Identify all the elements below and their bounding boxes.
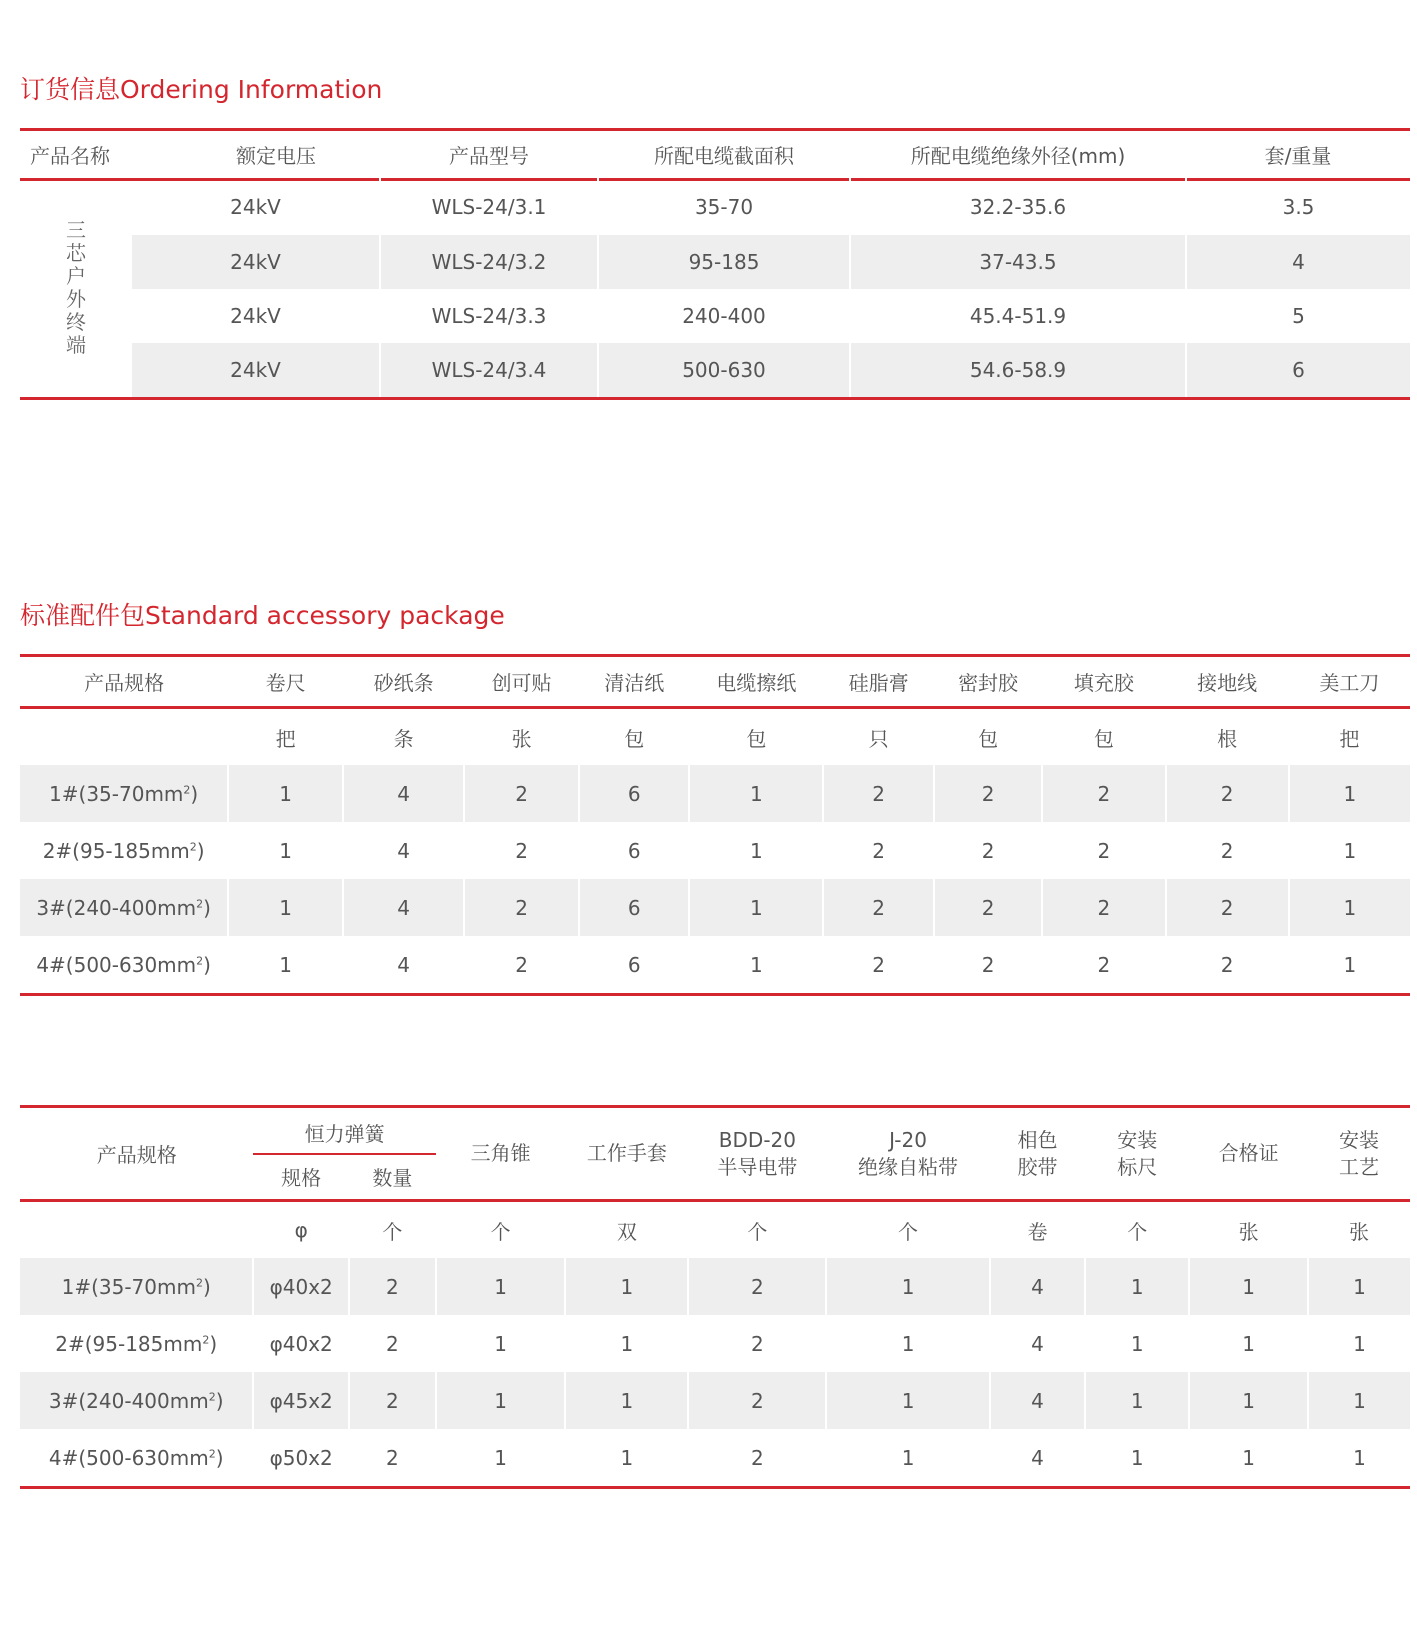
weight-cell: 6 xyxy=(1186,343,1410,399)
model-cell: WLS-24/3.3 xyxy=(380,289,598,343)
value-cell: 2 xyxy=(1166,879,1289,936)
value-cell: 2 xyxy=(349,1372,436,1429)
unit-cell: 个 xyxy=(1127,1219,1148,1244)
value-cell: 1 xyxy=(436,1315,565,1372)
spec-cell: $1\#(35-70mm^2)$ xyxy=(20,1258,253,1315)
value-cell: 1 xyxy=(228,765,343,822)
spec-cell: $3\#(240-400mm^2)$ xyxy=(20,879,228,936)
value-cell: 6 xyxy=(579,822,690,879)
value-cell: 2 xyxy=(934,936,1042,995)
value-cell: 2 xyxy=(1166,765,1289,822)
value-cell: 2 xyxy=(1042,936,1165,995)
product-name-cell xyxy=(20,178,132,399)
table-row xyxy=(20,936,1410,995)
header-silicone-grease: 硅脂膏 xyxy=(823,656,934,708)
value-cell: 1 xyxy=(228,936,343,995)
diameter-cell: 37-43.5 xyxy=(850,235,1186,289)
value-cell: 1 xyxy=(565,1372,688,1429)
unit-cell: 包 xyxy=(1093,726,1114,751)
diameter-cell: 32.2-35.6 xyxy=(850,178,1186,235)
value-cell: 4 xyxy=(990,1429,1085,1488)
value-cell: 1 xyxy=(565,1429,688,1488)
value-cell: 2 xyxy=(1166,936,1289,995)
header-phase-tape: 相色 胶带 xyxy=(990,1107,1085,1201)
value-cell: 2 xyxy=(934,879,1042,936)
header-spring: 恒力弹簧 xyxy=(253,1107,435,1154)
value-cell: 1 xyxy=(565,1315,688,1372)
value-cell: 1 xyxy=(1308,1315,1410,1372)
unit-cell: 卷 xyxy=(1027,1219,1048,1244)
value-cell: φ45x2 xyxy=(253,1372,348,1429)
table-row xyxy=(20,235,1410,289)
unit-cell: 条 xyxy=(393,726,414,751)
value-cell: φ40x2 xyxy=(253,1258,348,1315)
unit-row xyxy=(20,1201,1410,1259)
value-cell: 4 xyxy=(990,1315,1085,1372)
header-model: 产品型号 xyxy=(380,130,598,180)
voltage-cell: 24kV xyxy=(230,194,281,219)
value-cell: 1 xyxy=(1189,1372,1308,1429)
header-spec: 产品规格 xyxy=(20,656,228,708)
ordering-title: 订货信息Ordering Information xyxy=(20,75,383,104)
spec-cell: $4\#(500-630mm^2)$ xyxy=(20,1429,253,1488)
section-cell: 95-185 xyxy=(598,235,850,289)
weight-cell: 3.5 xyxy=(1186,178,1410,235)
value-cell: 2 xyxy=(349,1258,436,1315)
header-cleaning-paper: 清洁纸 xyxy=(579,656,690,708)
table-row xyxy=(20,1315,1410,1372)
value-cell: 1 xyxy=(1085,1258,1189,1315)
value-cell: 6 xyxy=(579,879,690,936)
value-cell: 2 xyxy=(464,765,579,822)
value-cell: 4 xyxy=(343,765,464,822)
spec-cell: $1\#(35-70mm^2)$ xyxy=(20,765,228,822)
diameter-cell: 54.6-58.9 xyxy=(850,343,1186,399)
value-cell: 1 xyxy=(689,765,823,822)
header-cable-section: 所配电缆截面积 xyxy=(598,130,850,180)
unit-cell: 把 xyxy=(275,726,296,751)
value-cell: 1 xyxy=(436,1429,565,1488)
weight-cell: 5 xyxy=(1186,289,1410,343)
value-cell: 2 xyxy=(823,879,934,936)
table-row xyxy=(20,289,1410,343)
value-cell: 2 xyxy=(823,936,934,995)
unit-cell: 个 xyxy=(747,1219,768,1244)
value-cell: 2 xyxy=(688,1315,826,1372)
value-cell: 1 xyxy=(436,1372,565,1429)
model-cell: WLS-24/3.4 xyxy=(380,343,598,399)
value-cell: 4 xyxy=(343,936,464,995)
value-cell: 2 xyxy=(464,822,579,879)
value-cell: 1 xyxy=(436,1258,565,1315)
value-cell: 4 xyxy=(990,1258,1085,1315)
value-cell: 1 xyxy=(1308,1372,1410,1429)
ordering-body xyxy=(20,178,1410,400)
unit-cell: 只 xyxy=(868,726,889,751)
table-row xyxy=(20,765,1410,822)
header-tape-measure: 卷尺 xyxy=(228,656,343,708)
unit-spacer xyxy=(20,708,228,766)
value-cell: 1 xyxy=(1189,1429,1308,1488)
value-cell: 1 xyxy=(1308,1429,1410,1488)
unit-cell: 包 xyxy=(624,726,645,751)
table-row xyxy=(20,822,1410,879)
value-cell: 2 xyxy=(1042,822,1165,879)
header-install-process: 安装 工艺 xyxy=(1308,1107,1410,1201)
unit-row xyxy=(20,708,1410,766)
value-cell: 1 xyxy=(1189,1315,1308,1372)
value-cell: 1 xyxy=(826,1258,989,1315)
header-ground-wire: 接地线 xyxy=(1166,656,1289,708)
header-utility-knife: 美工刀 xyxy=(1289,656,1410,708)
header-product-name: 产品名称 xyxy=(20,130,380,180)
model-cell: WLS-24/3.2 xyxy=(380,235,598,289)
section-cell: 500-630 xyxy=(598,343,850,399)
voltage-cell: 24kV xyxy=(132,343,380,399)
value-cell: 2 xyxy=(349,1315,436,1372)
value-cell: 2 xyxy=(823,765,934,822)
table-row xyxy=(20,343,1410,399)
spec-cell: $4\#(500-630mm^2)$ xyxy=(20,936,228,995)
value-cell: 1 xyxy=(1289,879,1410,936)
value-cell: 2 xyxy=(1166,822,1289,879)
value-cell: 4 xyxy=(343,822,464,879)
value-cell: 2 xyxy=(349,1429,436,1488)
header-insulating-tape: J-20 绝缘自粘带 xyxy=(826,1107,989,1201)
value-cell: 4 xyxy=(990,1372,1085,1429)
model-cell: WLS-24/3.1 xyxy=(380,178,598,235)
header-spring-qty: 数量 xyxy=(349,1154,436,1201)
value-cell: 2 xyxy=(1042,765,1165,822)
standard-title: 标准配件包Standard accessory package xyxy=(20,601,505,630)
unit-cell: 张 xyxy=(1349,1219,1370,1244)
header-install-ruler: 安装 标尺 xyxy=(1085,1107,1189,1201)
unit-cell: 包 xyxy=(746,726,767,751)
value-cell: 1 xyxy=(689,936,823,995)
value-cell: 2 xyxy=(823,822,934,879)
header-certificate: 合格证 xyxy=(1189,1107,1308,1201)
value-cell: 1 xyxy=(826,1372,989,1429)
section-cell: 240-400 xyxy=(598,289,850,343)
spec-cell: $3\#(240-400mm^2)$ xyxy=(20,1372,253,1429)
header-sandpaper: 砂纸条 xyxy=(343,656,464,708)
value-cell: φ50x2 xyxy=(253,1429,348,1488)
value-cell: 6 xyxy=(579,765,690,822)
header-gloves: 工作手套 xyxy=(565,1107,688,1201)
weight-cell: 4 xyxy=(1186,235,1410,289)
voltage-cell: 24kV xyxy=(132,235,380,289)
unit-cell: 个 xyxy=(898,1219,919,1244)
unit-cell: 张 xyxy=(511,726,532,751)
value-cell: 1 xyxy=(1308,1258,1410,1315)
value-cell: 2 xyxy=(688,1429,826,1488)
product-name: 三芯户外终端 xyxy=(66,217,86,357)
value-cell: 2 xyxy=(464,936,579,995)
table-row xyxy=(20,1372,1410,1429)
value-cell: 1 xyxy=(565,1258,688,1315)
install-table xyxy=(20,1105,1410,1489)
header-cable-diameter: 所配电缆绝缘外径(mm) xyxy=(850,130,1186,180)
unit-spacer xyxy=(20,1201,253,1259)
table-row xyxy=(20,879,1410,936)
value-cell: φ40x2 xyxy=(253,1315,348,1372)
value-cell: 1 xyxy=(1085,1429,1189,1488)
unit-cell: 把 xyxy=(1339,726,1360,751)
value-cell: 2 xyxy=(688,1258,826,1315)
header-cable-wipe: 电缆擦纸 xyxy=(689,656,823,708)
spec-cell: $2\#(95-185mm^2)$ xyxy=(42,838,205,863)
value-cell: 1 xyxy=(689,822,823,879)
value-cell: 1 xyxy=(1289,822,1410,879)
header-rated-voltage-label: 额定电压 xyxy=(236,144,316,168)
unit-cell: 包 xyxy=(978,726,999,751)
header-bandage: 创可贴 xyxy=(464,656,579,708)
value-cell: 2 xyxy=(934,765,1042,822)
value-cell: 2 xyxy=(934,822,1042,879)
value-cell: 1 xyxy=(1085,1315,1189,1372)
value-cell: 1 xyxy=(1189,1258,1308,1315)
table-row xyxy=(20,1258,1410,1315)
table-row xyxy=(20,1429,1410,1488)
diameter-cell: 45.4-51.9 xyxy=(850,289,1186,343)
unit-cell: 张 xyxy=(1238,1219,1259,1244)
voltage-cell: 24kV xyxy=(230,304,281,328)
value-cell: 1 xyxy=(1085,1372,1189,1429)
value-cell: 1 xyxy=(689,879,823,936)
header-filler: 填充胶 xyxy=(1042,656,1165,708)
header-cone: 三角锥 xyxy=(436,1107,565,1201)
ordering-table xyxy=(20,128,1410,181)
unit-cell: 个 xyxy=(490,1219,511,1244)
header-sealant: 密封胶 xyxy=(934,656,1042,708)
value-cell: 1 xyxy=(826,1429,989,1488)
header-weight: 套/重量 xyxy=(1186,130,1410,180)
value-cell: 6 xyxy=(579,936,690,995)
table-row xyxy=(20,178,1410,235)
value-cell: 1 xyxy=(1289,765,1410,822)
section-cell: 35-70 xyxy=(598,178,850,235)
value-cell: 1 xyxy=(1289,936,1410,995)
value-cell: 1 xyxy=(228,822,343,879)
unit-cell: φ xyxy=(294,1218,308,1242)
unit-cell: 个 xyxy=(382,1219,403,1244)
value-cell: 2 xyxy=(1042,879,1165,936)
value-cell: 2 xyxy=(688,1372,826,1429)
spec-cell: $2\#(95-185mm^2)$ xyxy=(55,1331,218,1356)
value-cell: 1 xyxy=(228,879,343,936)
header-spec: 产品规格 xyxy=(20,1107,253,1201)
unit-cell: 根 xyxy=(1217,726,1238,751)
value-cell: 1 xyxy=(826,1315,989,1372)
value-cell: 4 xyxy=(343,879,464,936)
standard-table xyxy=(20,654,1410,996)
unit-cell: 双 xyxy=(616,1219,637,1244)
header-spring-spec: 规格 xyxy=(253,1154,348,1201)
value-cell: 2 xyxy=(464,879,579,936)
header-semi-conductive-tape: BDD-20 半导电带 xyxy=(688,1107,826,1201)
